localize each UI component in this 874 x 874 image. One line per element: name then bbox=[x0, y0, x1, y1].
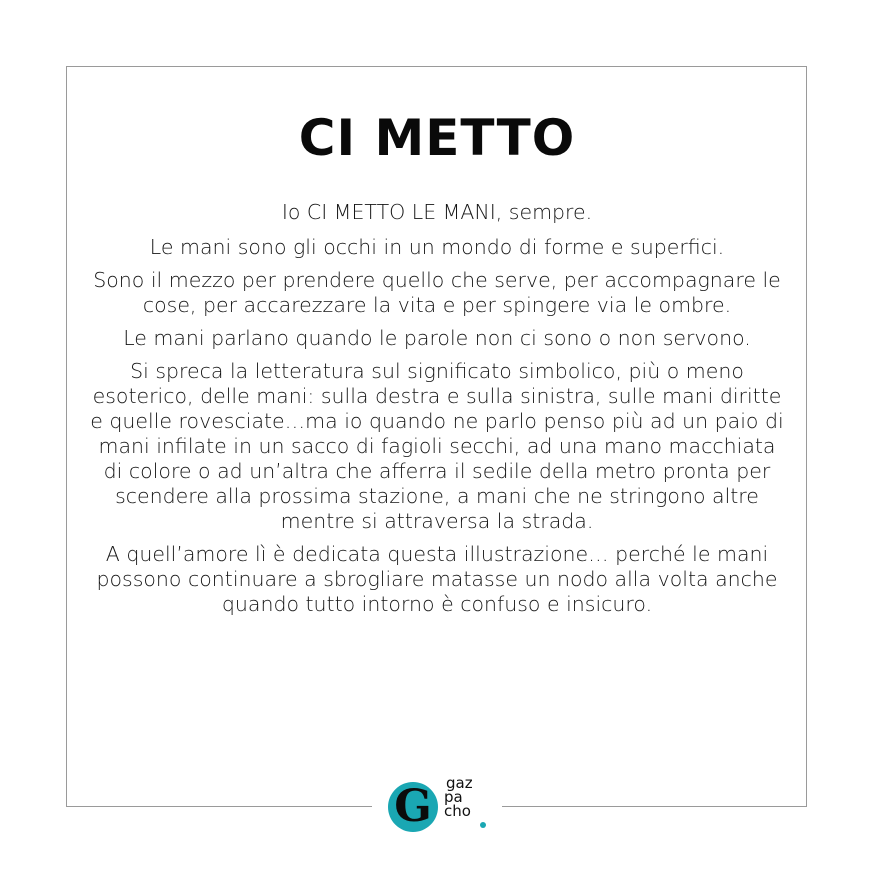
logo-dot bbox=[480, 822, 486, 828]
paragraph-5: A quell’amore lì è dedicata questa illustrazione… perché le mani possono continuare a sbrogliare matasse un nodo alla volta anche quando tutto intorno è confuso e insicuro. bbox=[96, 542, 778, 616]
intro-paragraph: Io CI METTO LE MANI, sempre. bbox=[281, 200, 593, 224]
paragraph-4: Si spreca la letteratura sul significato simbolico, più o meno esoterico, delle mani: sulla destra e sulla sinistra, sulle mani diritte e quelle rovesciate…ma io quando ne parlo penso più ad un paio di mani infilate in un sacco di fagioli secchi, ad una mano macchiata di colore o ad un’altra che afferra il sedile della metro pronta per scendere alla prossima stazione, a mani che ne stringono altre mentre si attraversa la strada. bbox=[90, 359, 784, 533]
gazpacho-logo-icon: G bbox=[394, 781, 432, 832]
gazpacho-logo bbox=[386, 776, 496, 838]
paragraph-3: Le mani parlano quando le parole non ci sono o non servono. bbox=[123, 326, 751, 350]
paragraph-2: Sono il mezzo per prendere quello che serve, per accompagnare le cose, per accarezzare la vita e per spingere via le ombre. bbox=[93, 268, 781, 317]
logo-word-line-2: pa bbox=[444, 788, 463, 806]
logo-word-line-3: cho bbox=[444, 802, 471, 820]
body-text bbox=[90, 200, 784, 617]
paragraph-1: Le mani sono gli occhi in un mondo di forme e superfici. bbox=[149, 235, 725, 259]
page-title: CI METTO bbox=[298, 109, 576, 167]
logo-word-line-1: gaz bbox=[446, 774, 473, 792]
logo-wordmark bbox=[444, 776, 473, 818]
